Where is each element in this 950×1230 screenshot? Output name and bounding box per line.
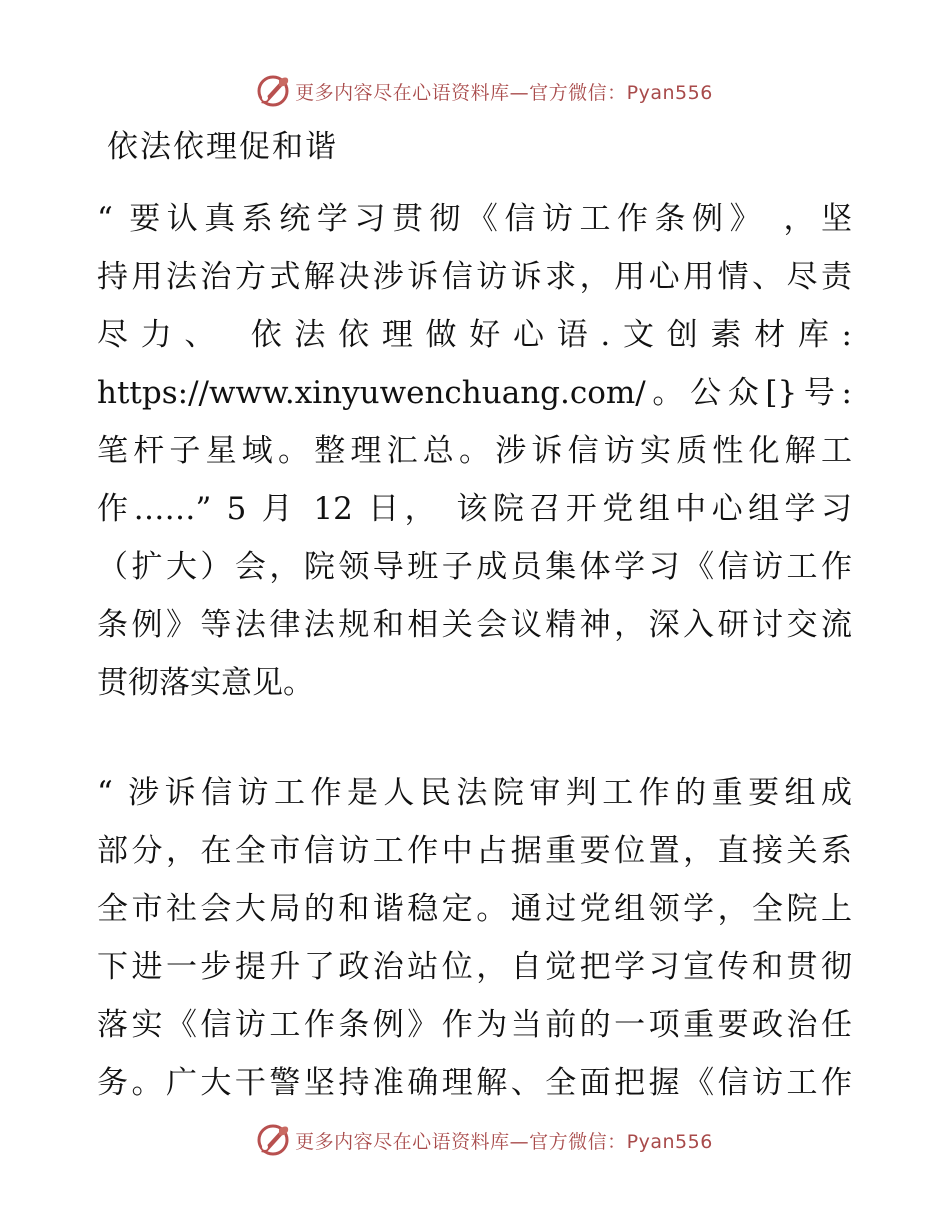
paragraph-2 — [97, 764, 852, 1112]
text-line: 贯彻落实意见。 — [97, 665, 314, 701]
text-line: 下进一步提升了政治站位，自觉把学习宣传和贯彻 — [97, 949, 852, 985]
text-line: 条例》等法律法规和相关会议精神，深入研讨交流 — [97, 607, 852, 643]
document-title: 依法依理促和谐 — [107, 129, 338, 165]
watermark-text: 更多内容尽在心语资料库—官方微信：Pyan556 — [295, 1130, 713, 1153]
text-line: https://www.xinyuwenchuang.com/。公众[}号: — [97, 375, 852, 411]
watermark-text: 更多内容尽在心语资料库—官方微信：Pyan556 — [295, 81, 713, 104]
text-line: 全市社会大局的和谐稳定。通过党组领学，全院上 — [97, 891, 852, 927]
text-line: 落实《信访工作条例》作为当前的一项重要政治任 — [97, 1007, 852, 1043]
text-line: 部分，在全市信访工作中占据重要位置，直接关系 — [97, 833, 852, 869]
header-watermark-banner — [0, 71, 950, 111]
wechat-handle: Pyan556 — [626, 1130, 713, 1153]
wechat-handle: Pyan556 — [626, 81, 713, 104]
quill-pen-logo-icon — [255, 1122, 291, 1158]
text-line: “ 涉诉信访工作是人民法院审判工作的重要组成 — [97, 775, 852, 811]
text-line: “ 要认真系统学习贯彻《信访工作条例》 ，坚 — [97, 201, 852, 237]
text-line: 笔杆子星域。整理汇总。涉诉信访实质性化解工 — [97, 433, 852, 469]
paragraph-1 — [97, 190, 852, 712]
text-line: 持用法治方式解决涉诉信访诉求，用心用情、尽责 — [97, 259, 852, 295]
text-line: 尽力、 依法依理做好心语.文创素材库: — [97, 317, 852, 353]
text-line: 作……” 5 月 12 日， 该院召开党组中心组学习 — [97, 491, 852, 527]
quill-pen-logo-icon — [255, 73, 291, 109]
text-line: （扩大）会，院领导班子成员集体学习《信访工作 — [97, 549, 852, 585]
text-line: 务。广大干警坚持准确理解、全面把握《信访工作 — [97, 1065, 852, 1101]
footer-watermark-banner — [0, 1120, 950, 1160]
